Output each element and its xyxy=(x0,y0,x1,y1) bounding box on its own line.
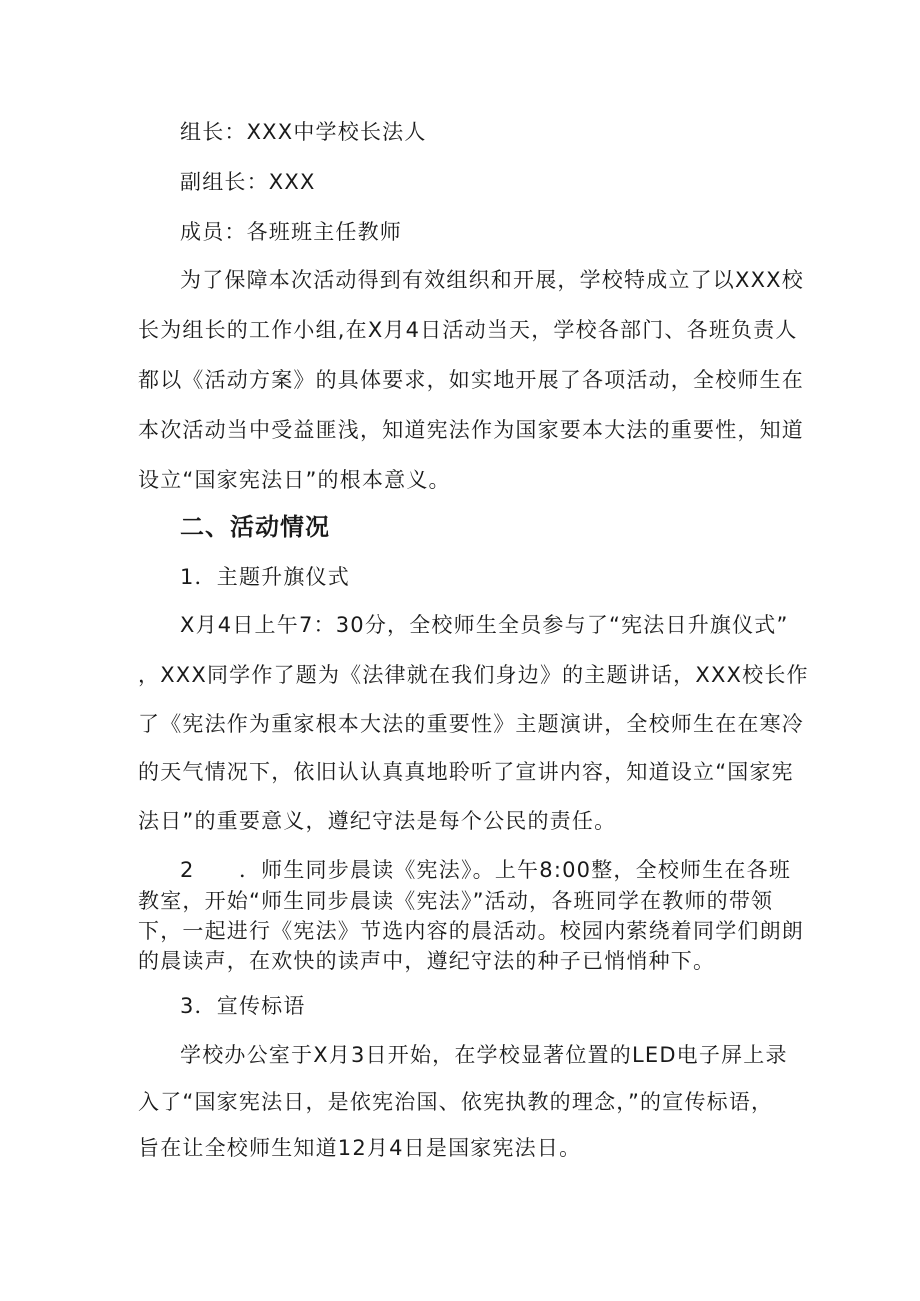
paragraph-line: 法日”的重要意义，遵纪守法是每个公民的责任。 xyxy=(138,809,617,833)
paragraph-line: X月4日上午7：30分，全校师生全员参与了“宪法日升旗仪式” xyxy=(180,613,789,637)
paragraph-line: 都以《活动方案》的具体要求，如实地开展了各项活动，全校师生在 xyxy=(138,368,804,392)
paragraph-line: 本次活动当中受益匪浅，知道宪法作为国家要本大法的重要性，知道 xyxy=(138,418,804,442)
item3-title: 3．宣传标语 xyxy=(180,994,306,1018)
section-heading: 二、活动情况 xyxy=(180,513,330,541)
paragraph-line: 旨在让全校师生知道12月4日是国家宪法日。 xyxy=(138,1136,582,1160)
group-leader-line: 组长：XXX中学校长法人 xyxy=(180,120,427,144)
paragraph-line: 长为组长的工作小组,在X月4日活动当天，学校各部门、各班负责人 xyxy=(138,318,798,342)
paragraph-line: 2 ．师生同步晨读《宪法》。上午8:00整，全校师生在各班 xyxy=(180,858,792,882)
paragraph-line: 的晨读声，在欢快的读声中，遵纪守法的种子已悄悄种下。 xyxy=(138,949,716,973)
paragraph-line: 教室，开始“师生同步晨读《宪法》”活动，各班同学在教师的带领 xyxy=(138,889,774,913)
paragraph-line: 的天气情况下，依旧认认真真地聆听了宣讲内容，知道设立“国家宪 xyxy=(138,760,794,784)
paragraph-line: 了《宪法作为重家根本大法的重要性》主题演讲，全校师生在在寒冷 xyxy=(138,712,804,736)
paragraph-line: 为了保障本次活动得到有效组织和开展，学校特成立了以XXX校 xyxy=(180,268,804,292)
paragraph-line: 入了“国家宪法日，是依宪治国、依宪执教的理念，”的宣传标语， xyxy=(138,1090,774,1114)
deputy-leader-line: 副组长：XXX xyxy=(180,170,316,194)
paragraph-line: 下，一起进行《宪法》节选内容的晨活动。校园内萦绕着同学们朗朗 xyxy=(138,919,804,943)
paragraph-line: ，XXX同学作了题为《法律就在我们身边》的主题讲话，XXX校长作 xyxy=(138,663,809,687)
item1-title: 1．主题升旗仪式 xyxy=(180,565,350,589)
members-line: 成员：各班班主任教师 xyxy=(180,220,402,244)
paragraph-line: 设立“国家宪法日”的根本意义。 xyxy=(138,468,451,492)
paragraph-line: 学校办公室于X月3日开始，在学校显著位置的LED电子屏上录 xyxy=(180,1043,788,1067)
